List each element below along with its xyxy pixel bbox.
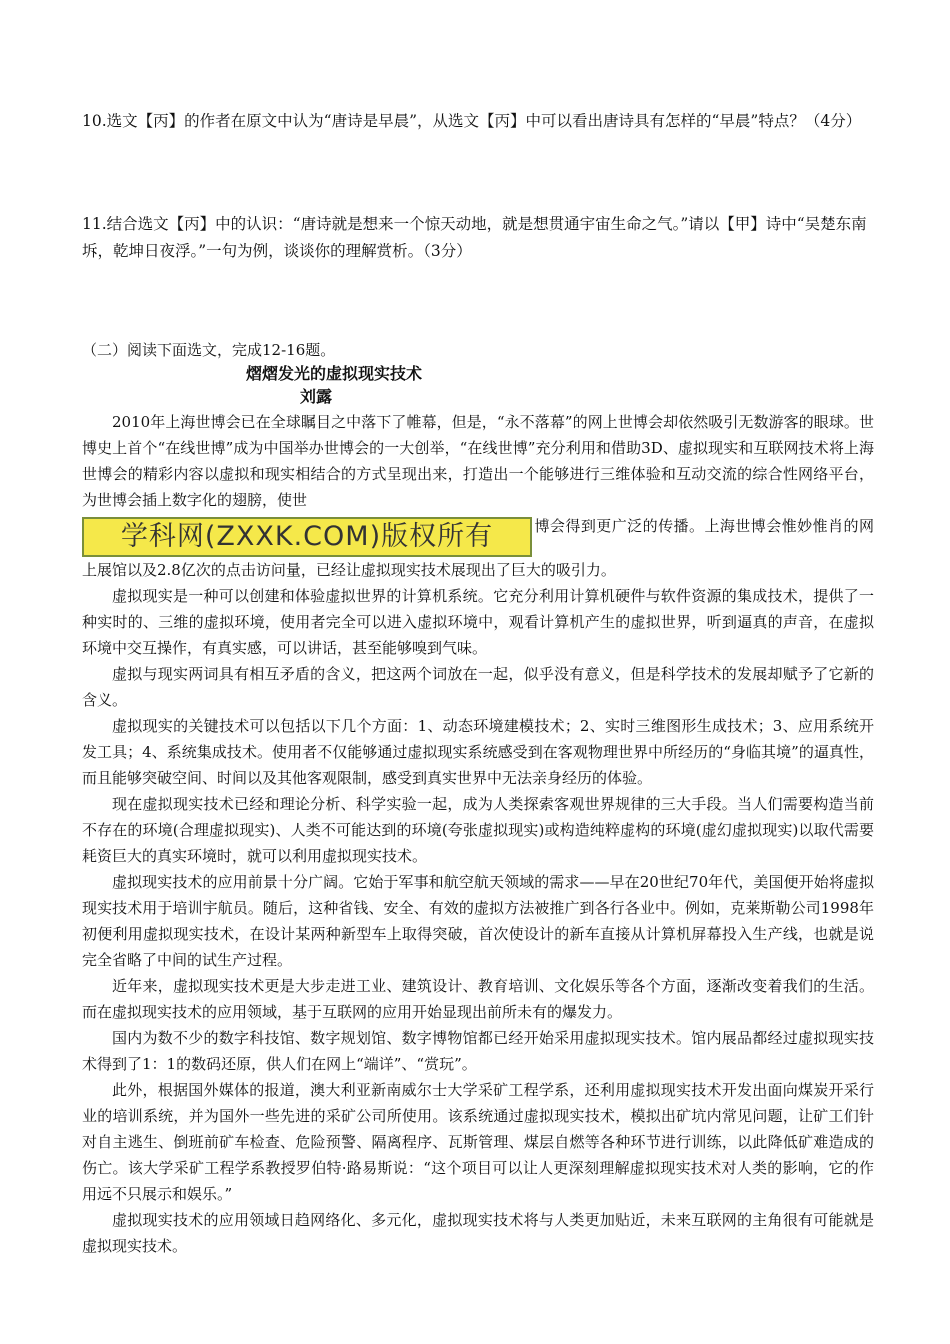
paragraph-1-part-1: 2010年上海世博会已在全球瞩目之中落下了帷幕，但是，“永不落幕”的网上世博会却依然吸引无数游客的眼球。世博史上首个“在线世博”成为中国举办世博会的一大创举，“在线世博”充分利用和借助3D、虚拟现实和互联网技术将上海世博会的精彩内容以虚拟和现实相结合的方式呈现出来，打造出一个能够进行三维体验和互动交流的综合性网络平台，为世博会插上数字化的翅膀，使世 bbox=[82, 413, 874, 509]
paragraph-1 bbox=[82, 409, 874, 583]
article-body bbox=[82, 409, 874, 1259]
article-title: 熠熠发光的虚拟现实技术 bbox=[246, 364, 423, 383]
question-11: 11.结合选文【丙】中的认识：“唐诗就是想来一个惊天动地，就是想贯通宇宙生命之气。”请以【甲】诗中“吴楚东南坼，乾坤日夜浮。”一句为例，谈谈你的理解赏析。（3分） bbox=[82, 215, 867, 260]
paragraph-7: 近年来，虚拟现实技术更是大步走进工业、建筑设计、教育培训、文化娱乐等各个方面，逐渐改变着我们的生活。而在虚拟现实技术的应用领域，基于互联网的应用开始显现出前所未有的爆发力。 bbox=[82, 977, 874, 1021]
question-10: 10.选文【丙】的作者在原文中认为“唐诗是早晨”，从选文【丙】中可以看出唐诗具有怎样的“早晨”特点？（4分） bbox=[82, 112, 862, 130]
paragraph-1-part-2: 博会得到更广泛的传播。上海世博会惟妙惟肖的网上展馆以及2.8亿次的点击访问量，已经让虚拟现实技术展现出了巨大的吸引力。 bbox=[82, 517, 874, 579]
paragraph-10: 虚拟现实技术的应用领域日趋网络化、多元化，虚拟现实技术将与人类更加贴近，未来互联网的主角很有可能就是虚拟现实技术。 bbox=[82, 1211, 874, 1255]
paragraph-4: 虚拟现实的关键技术可以包括以下几个方面：1、动态环境建模技术；2、实时三维图形生成技术；3、应用系统开发工具；4、系统集成技术。使用者不仅能够通过虚拟现实系统感受到在客观物理世界中所经历的“身临其境”的逼真性，而且能够突破空间、时间以及其他客观限制，感受到真实世界中无法亲身经历的体验。 bbox=[82, 717, 874, 787]
paragraph-9: 此外，根据国外媒体的报道，澳大利亚新南威尔士大学采矿工程学系，还利用虚拟现实技术开发出面向煤炭开采行业的培训系统，并为国外一些先进的采矿公司所使用。该系统通过虚拟现实技术，模拟出矿坑内常见问题，让矿工们针对自主逃生、倒班前矿车检查、危险预警、隔离程序、瓦斯管理、煤层自燃等各种环节进行训练，以此降低矿难造成的伤亡。该大学采矿工程学系教授罗伯特·路易斯说：“这个项目可以让人更深刻理解虚拟现实技术对人类的影响，它的作用远不只展示和娱乐。” bbox=[82, 1081, 874, 1203]
paragraph-2: 虚拟现实是一种可以创建和体验虚拟世界的计算机系统。它充分利用计算机硬件与软件资源的集成技术，提供了一种实时的、三维的虚拟环境，使用者完全可以进入虚拟环境中，观看计算机产生的虚拟世界，听到逼真的声音，在虚拟环境中交互操作，有真实感，可以讲话，甚至能够嗅到气味。 bbox=[82, 587, 874, 657]
paragraph-3: 虚拟与现实两词具有相互矛盾的含义，把这两个词放在一起，似乎没有意义，但是科学技术的发展却赋予了它新的含义。 bbox=[82, 665, 874, 709]
watermark-banner: 学科网(ZXXK.COM)版权所有 bbox=[82, 517, 532, 557]
paragraph-5: 现在虚拟现实技术已经和理论分析、科学实验一起，成为人类探索客观世界规律的三大手段。当人们需要构造当前不存在的环境(合理虚拟现实)、人类不可能达到的环境(夸张虚拟现实)或构造纯粹虚构的环境(虚幻虚拟现实)以取代需要耗资巨大的真实环境时，就可以利用虚拟现实技术。 bbox=[82, 795, 874, 865]
paragraph-8: 国内为数不少的数字科技馆、数字规划馆、数字博物馆都已经开始采用虚拟现实技术。馆内展品都经过虚拟现实技术得到了1：1的数码还原，供人们在网上“端详”、“赏玩”。 bbox=[82, 1029, 874, 1073]
section-heading: （二）阅读下面选文，完成12-16题。 bbox=[82, 341, 336, 359]
article-author: 刘露 bbox=[300, 387, 333, 406]
paragraph-6: 虚拟现实技术的应用前景十分广阔。它始于军事和航空航天领域的需求——早在20世纪70年代，美国便开始将虚拟现实技术用于培训宇航员。随后，这种省钱、安全、有效的虚拟方法被推广到各行各业中。例如，克莱斯勒公司1998年初便利用虚拟现实技术，在设计某两种新型车上取得突破，首次使设计的新车直接从计算机屏幕投入生产线，也就是说完全省略了中间的试生产过程。 bbox=[82, 873, 874, 969]
